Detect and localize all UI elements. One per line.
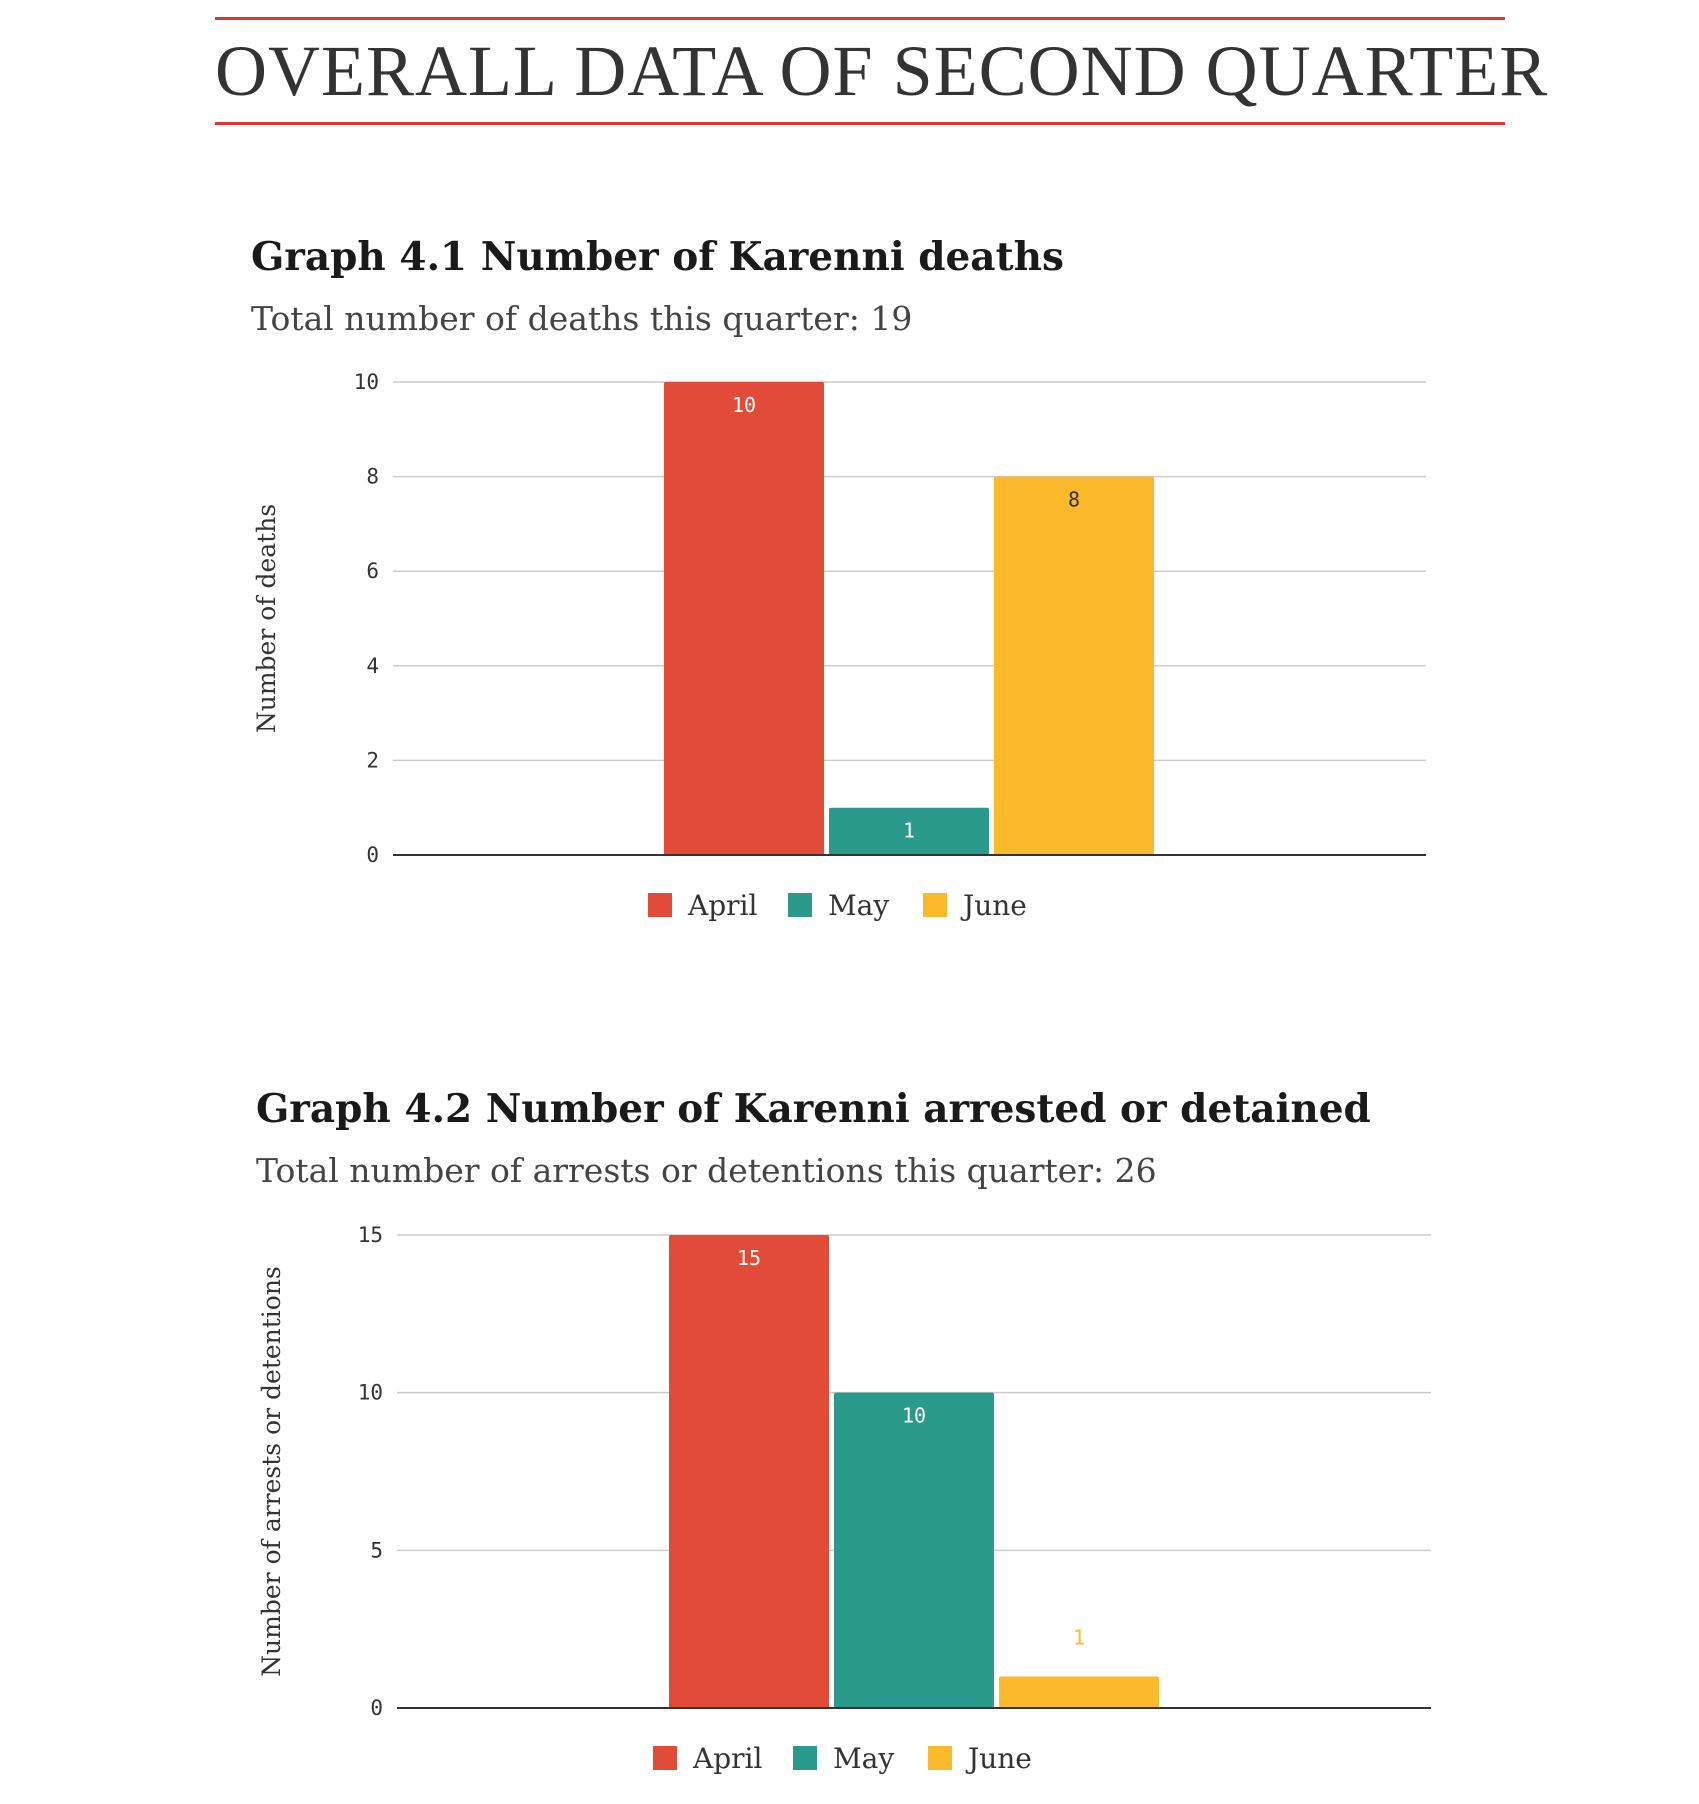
bar-april xyxy=(669,1235,829,1708)
data-label-april: 10 xyxy=(731,393,757,417)
title-rule-bottom xyxy=(215,122,1505,125)
legend-label-june: June xyxy=(963,889,1027,922)
y-axis-title: Number of arrests or detentions xyxy=(257,1266,286,1677)
data-label-may: 10 xyxy=(901,1403,927,1428)
chart-2-arrests xyxy=(0,1180,1699,1800)
legend-swatch-may xyxy=(793,1746,817,1770)
y-axis-title: Number of deaths xyxy=(252,503,281,734)
y-tick-label: 6 xyxy=(366,559,379,584)
y-tick-label: 2 xyxy=(366,748,379,773)
bar-april xyxy=(664,382,824,855)
y-tick-label: 15 xyxy=(357,1223,383,1247)
legend-swatch-may xyxy=(788,893,812,917)
legend-swatch-june xyxy=(923,893,947,917)
data-label-june: 8 xyxy=(1067,487,1081,512)
bar-june xyxy=(999,1676,1159,1708)
legend-label-april: April xyxy=(688,889,758,922)
y-tick-label: 8 xyxy=(366,464,379,489)
legend-label-june: June xyxy=(968,1742,1032,1775)
chart-1-subtitle: Total number of deaths this quarter: 19 xyxy=(251,299,913,338)
bar-may xyxy=(834,1393,994,1708)
chart-1-title: Graph 4.1 Number of Karenni deaths xyxy=(251,234,1064,280)
bar-june xyxy=(994,477,1154,855)
chart-2-title: Graph 4.2 Number of Karenni arrested or detained xyxy=(256,1086,1371,1132)
title-rule-top xyxy=(215,17,1505,20)
y-tick-label: 10 xyxy=(357,1380,383,1405)
chart-2-subtitle: Total number of arrests or detentions this quarter: 26 xyxy=(256,1151,1157,1190)
y-tick-label: 0 xyxy=(366,843,379,867)
y-tick-label: 10 xyxy=(353,370,379,394)
legend-label-april: April xyxy=(693,1742,763,1775)
chart-1-deaths xyxy=(0,350,1699,970)
data-label-may: 1 xyxy=(902,818,916,843)
data-label-april: 15 xyxy=(736,1246,762,1270)
y-tick-label: 0 xyxy=(370,1696,383,1720)
y-tick-label: 4 xyxy=(366,653,379,678)
data-label-june: 1 xyxy=(1072,1625,1086,1650)
legend-swatch-april xyxy=(653,1746,677,1770)
legend-label-may: May xyxy=(833,1742,895,1775)
legend-swatch-april xyxy=(648,893,672,917)
y-tick-label: 5 xyxy=(370,1538,383,1563)
legend-swatch-june xyxy=(928,1746,952,1770)
legend-label-may: May xyxy=(828,889,890,922)
page-title: OVERALL DATA OF SECOND QUARTER xyxy=(215,31,1549,111)
